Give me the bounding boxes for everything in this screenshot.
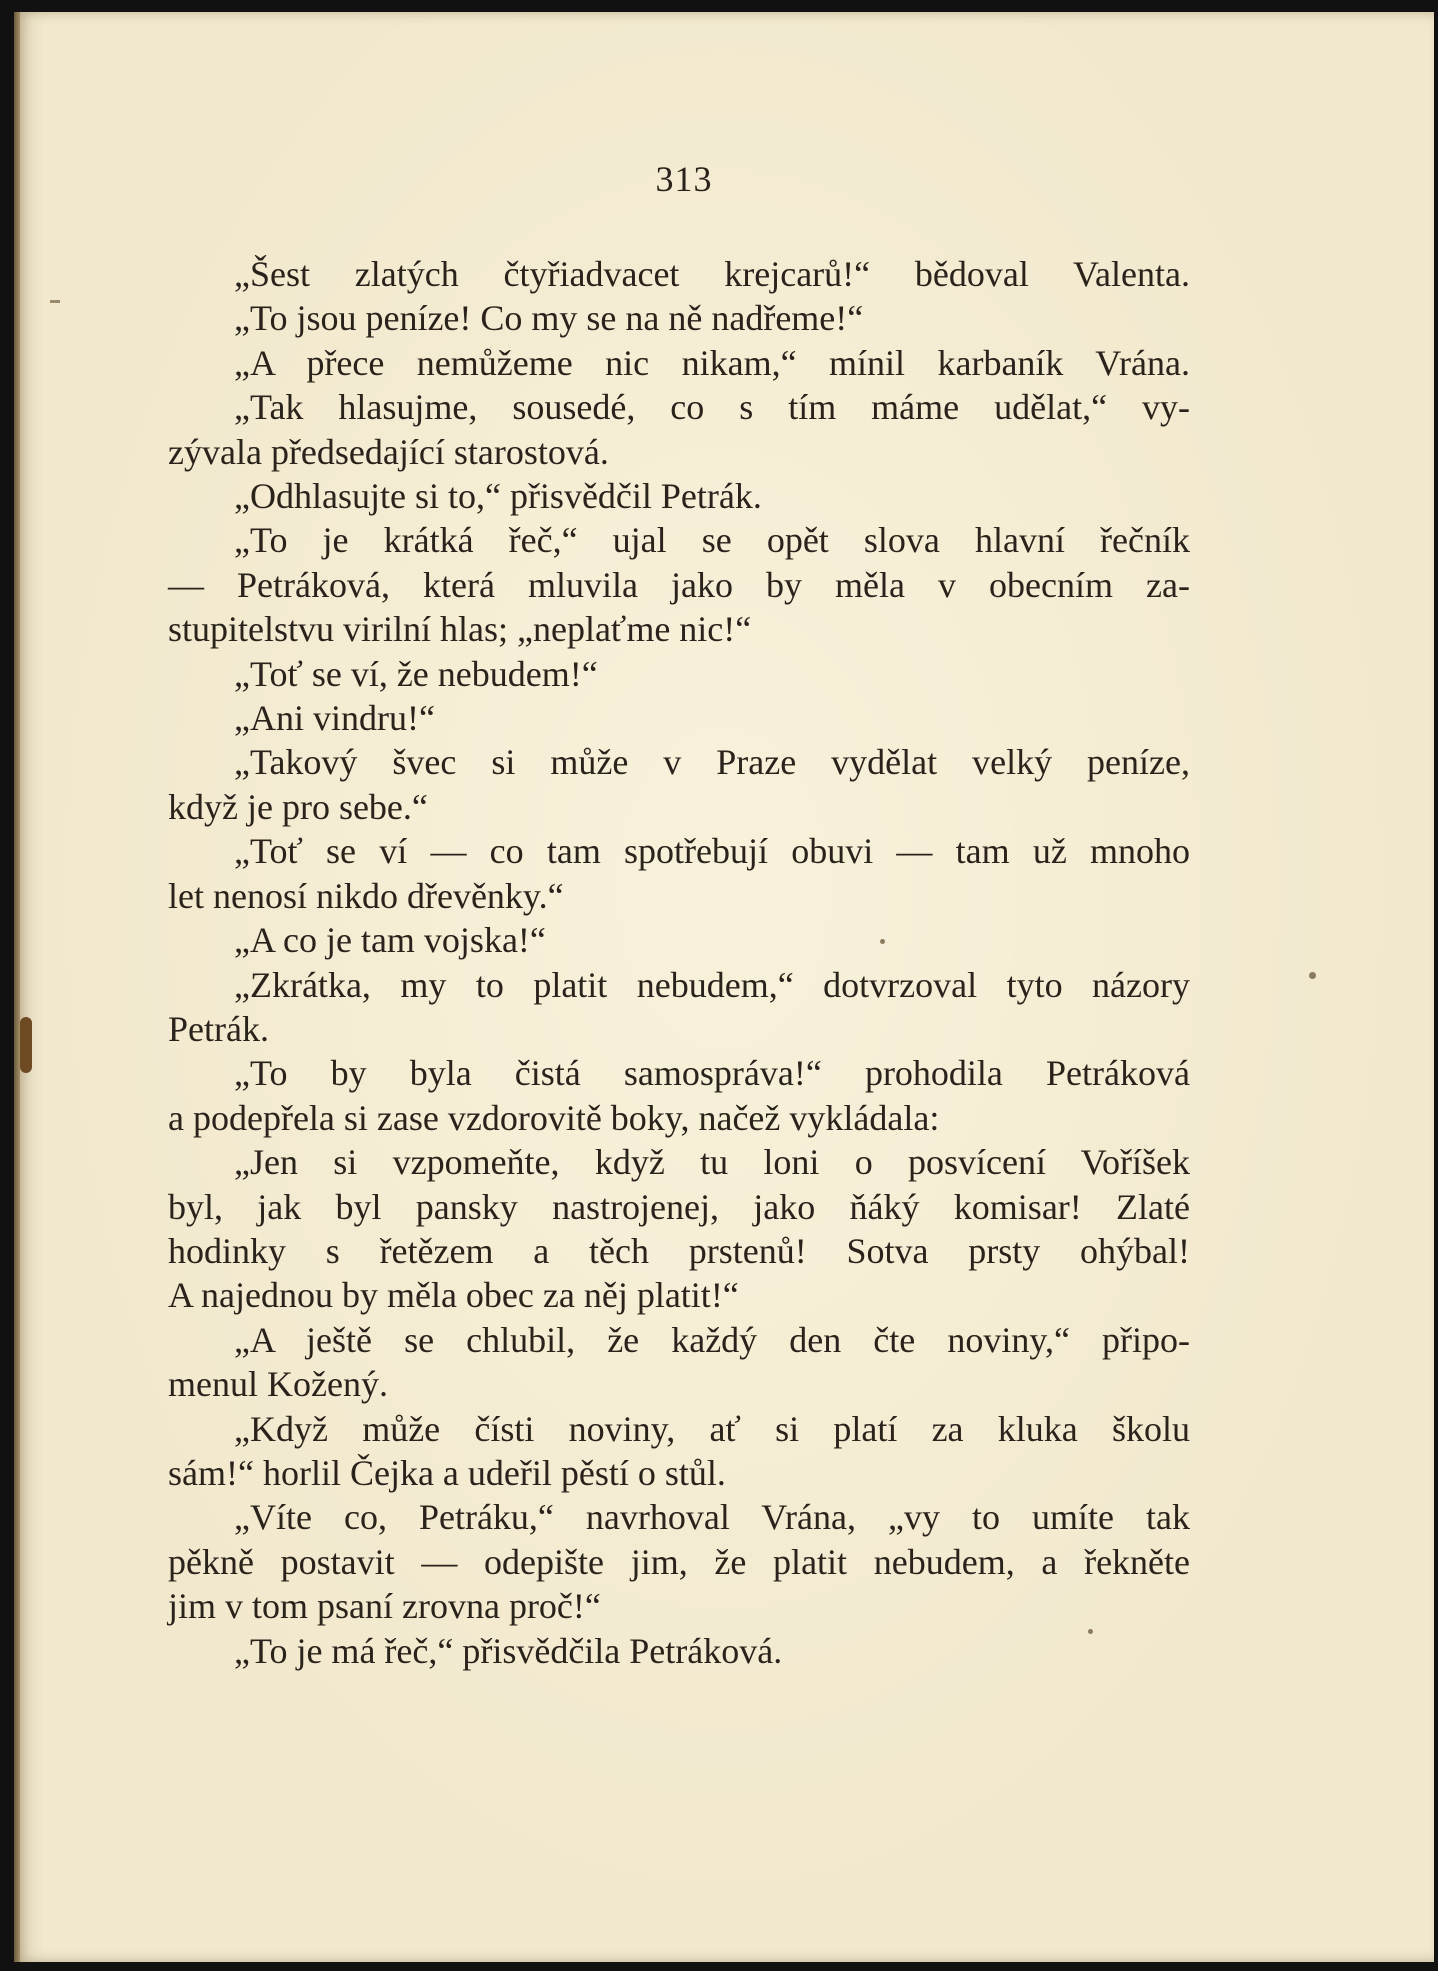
text-line: Petrák. bbox=[168, 1008, 269, 1049]
binding-mark bbox=[20, 1017, 32, 1073]
text-line: „A přece nemůžeme nic nikam,“ mínil karbaník Vrána. bbox=[234, 342, 1190, 383]
text-line: „Zkrátka, my to platit nebudem,“ dotvrzoval tyto názory bbox=[234, 964, 1190, 1005]
text-line: „To by byla čistá samospráva!“ prohodila Petráková bbox=[234, 1053, 1190, 1094]
text-line: „Tak hlasujme, sousedé, co s tím máme udělat,“ vy- bbox=[234, 387, 1190, 428]
text-line: hodinky s řetězem a těch prstenů! Sotva prsty ohýbal! bbox=[168, 1230, 1190, 1271]
text-line: let nenosí nikdo dřevěnky.“ bbox=[168, 875, 564, 916]
text-line: zývala předsedající starostová. bbox=[168, 431, 609, 472]
text-line: „Šest zlatých čtyřiadvacet krejcarů!“ bědoval Valenta. bbox=[234, 254, 1190, 294]
body-text bbox=[168, 252, 1190, 1673]
text-line: „A ještě se chlubil, že každý den čte noviny,“ připo- bbox=[234, 1319, 1190, 1360]
text-line: byl, jak byl pansky nastrojenej, jako ňáký komisar! Zlaté bbox=[168, 1186, 1190, 1227]
paper-speck bbox=[1309, 972, 1316, 979]
text-line: „Odhlasujte si to,“ přisvědčil Petrák. bbox=[234, 476, 762, 517]
text-line: „Když může čísti noviny, ať si platí za kluka školu bbox=[234, 1408, 1190, 1449]
text-line: pěkně postavit — odepište jim, že platit nebudem, a řekněte bbox=[168, 1541, 1190, 1582]
text-line: „Jen si vzpomeňte, když tu loni o posvícení Voříšek bbox=[234, 1142, 1190, 1183]
page-spine-edge bbox=[14, 12, 20, 1962]
text-line: „Toť se ví — co tam spotřebují obuvi — tam už mnoho bbox=[234, 831, 1190, 872]
text-line: „Toť se ví, že nebudem!“ bbox=[234, 653, 598, 694]
text-line: když je pro sebe.“ bbox=[168, 786, 428, 827]
text-line: „Ani vindru!“ bbox=[234, 698, 435, 739]
margin-tick bbox=[50, 300, 60, 303]
page-number: 313 bbox=[655, 159, 713, 199]
text-line: sám!“ horlil Čejka a udeřil pěstí o stůl. bbox=[168, 1452, 726, 1493]
text-line: „A co je tam vojska!“ bbox=[234, 920, 546, 961]
text-line: a podepřela si zase vzdorovitě boky, načež vykládala: bbox=[168, 1097, 940, 1138]
text-line: „Víte co, Petráku,“ navrhoval Vrána, „vy to umíte tak bbox=[234, 1497, 1190, 1538]
text-line: „To je krátká řeč,“ ujal se opět slova hlavní řečník bbox=[234, 520, 1190, 561]
text-line: „To jsou peníze! Co my se na ně nadřeme!“ bbox=[234, 298, 864, 339]
book-page bbox=[14, 12, 1434, 1962]
text-line: „To je má řeč,“ přisvědčila Petráková. bbox=[234, 1630, 783, 1671]
text-line: stupitelstvu virilní hlas; „neplaťme nic!“ bbox=[168, 609, 752, 650]
text-line: A najednou by měla obec za něj platit!“ bbox=[168, 1275, 739, 1316]
text-line: jim v tom psaní zrovna proč!“ bbox=[168, 1586, 601, 1627]
text-line: — Petráková, která mluvila jako by měla v obecním za- bbox=[168, 564, 1190, 605]
text-line: menul Kožený. bbox=[168, 1364, 388, 1405]
text-line: „Takový švec si může v Praze vydělat velký peníze, bbox=[234, 742, 1190, 783]
